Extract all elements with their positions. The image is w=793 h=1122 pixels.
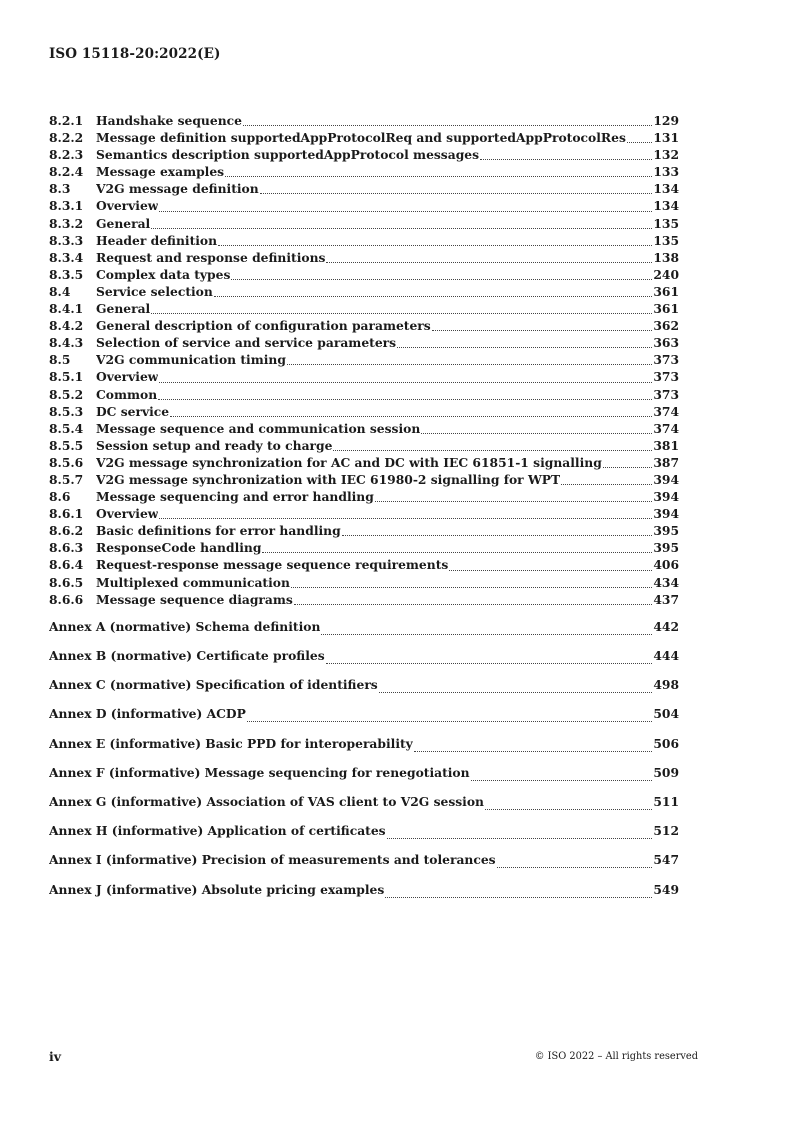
dot-leader [260, 192, 653, 194]
toc-entry[interactable] [49, 438, 679, 455]
toc-entry-number: 8.4.3 [49, 335, 84, 351]
toc-entry-page: 381 [653, 437, 679, 453]
toc-entry-page: 133 [653, 164, 679, 180]
toc-entry-title: Basic definitions for error handling [96, 523, 341, 539]
toc-entry-title: Selection of service and service parameters [96, 335, 397, 351]
dot-leader [247, 720, 652, 722]
toc-entry[interactable] [49, 318, 679, 335]
dot-leader [326, 662, 653, 664]
toc-entry-number: 8.4.1 [49, 301, 84, 317]
toc-entry-title: Overview [96, 198, 159, 214]
toc-entry[interactable] [49, 404, 679, 421]
toc-entry-page: 547 [653, 852, 679, 868]
toc-entry-number: 8.3 [49, 181, 71, 197]
toc-entry-title: Annex C (normative) Specification of identifiers [49, 677, 378, 693]
toc-entry-number: 8.4.2 [49, 318, 84, 334]
dot-leader [432, 329, 653, 331]
toc-entry-number: 8.6.5 [49, 574, 84, 590]
dot-leader [321, 633, 652, 635]
dot-leader [561, 483, 652, 485]
toc-entry-page: 135 [653, 232, 679, 248]
toc-entry-page: 506 [653, 735, 679, 751]
toc-entry[interactable] [49, 147, 679, 164]
toc-entry-title: ResponseCode handling [96, 540, 262, 556]
toc-entry-title: Overview [96, 369, 159, 385]
toc-entry-number: 8.6.4 [49, 557, 84, 573]
toc-entry-number: 8.6.1 [49, 506, 84, 522]
toc-annex-entry[interactable] [49, 847, 679, 872]
toc-entry[interactable] [49, 198, 679, 215]
toc-entry-title: Request-response message sequence requirements [96, 557, 449, 573]
toc-entry-title: Annex H (informative) Application of certificates [49, 823, 386, 839]
toc-entry-title: Overview [96, 506, 159, 522]
toc-entry-number: 8.4 [49, 283, 71, 299]
toc-entry-title: Common [96, 386, 158, 402]
dot-leader [480, 158, 652, 160]
dot-leader [379, 691, 653, 693]
toc-entry[interactable] [49, 472, 679, 489]
toc-entry-title: Annex I (informative) Precision of measurements and tolerances [49, 852, 496, 868]
toc-entry-page: 373 [653, 386, 679, 402]
toc-entry-number: 8.3.1 [49, 198, 84, 214]
dot-leader [387, 837, 653, 839]
toc-entry-page: 134 [653, 181, 679, 197]
toc-entry[interactable] [49, 284, 679, 301]
dot-leader [225, 175, 652, 177]
toc-entry-title: Message sequencing and error handling [96, 489, 374, 505]
toc-entry-page: 131 [653, 130, 679, 146]
toc-entry-title: Message sequence and communication session [96, 420, 421, 436]
dot-leader [449, 569, 652, 571]
dot-leader [159, 210, 652, 212]
toc-entry-title: Complex data types [96, 266, 231, 282]
toc-entry-page: 437 [653, 591, 679, 607]
toc-entry-title: General [96, 215, 151, 231]
toc-entry-number: 8.3.4 [49, 249, 84, 265]
toc-annex-entry[interactable] [49, 760, 679, 785]
toc-entry-title: V2G message synchronization with IEC 61980-2 signalling for WPT [96, 471, 561, 487]
toc-entry-page: 361 [653, 283, 679, 299]
toc-entry-number: 8.3.2 [49, 215, 84, 231]
toc-entry[interactable] [49, 301, 679, 318]
dot-leader [333, 449, 652, 451]
toc-entry-title: Session setup and ready to charge [96, 437, 333, 453]
dot-leader [385, 896, 652, 898]
toc-entry[interactable] [49, 352, 679, 369]
toc-entry-number: 8.3.3 [49, 232, 84, 248]
toc-entry-title: Annex D (informative) ACDP [49, 706, 246, 722]
toc-entry-number: 8.5.1 [49, 369, 84, 385]
toc-entry[interactable] [49, 369, 679, 386]
dot-leader [375, 500, 652, 502]
dot-leader [170, 415, 652, 417]
toc-entry-title: Header definition [96, 232, 218, 248]
toc-entry[interactable] [49, 233, 679, 250]
toc-entry-page: 549 [653, 881, 679, 897]
toc-entry-title: Annex E (informative) Basic PPD for interoperability [49, 735, 413, 751]
toc-entry-page: 511 [653, 793, 679, 809]
toc-entry-page: 363 [653, 335, 679, 351]
toc-entry[interactable] [49, 455, 679, 472]
toc-entry-title: General [96, 301, 151, 317]
toc-entry-page: 434 [653, 574, 679, 590]
toc-entry-number: 8.2.4 [49, 164, 84, 180]
dot-leader [342, 534, 653, 536]
dot-leader [627, 141, 652, 143]
toc-annex-entry[interactable] [49, 789, 679, 814]
toc-annex-entry[interactable] [49, 730, 679, 755]
toc-entry-title: V2G message synchronization for AC and DC with IEC 61851-1 signalling [96, 454, 602, 470]
toc-entry-title: V2G communication timing [96, 352, 286, 368]
toc-entry-number: 8.6.3 [49, 540, 84, 556]
toc-entry-page: 361 [653, 301, 679, 317]
toc-entry-title: Semantics description supportedAppProtocol messages [96, 147, 480, 163]
toc-entry-page: 504 [653, 706, 679, 722]
toc-annex-entry[interactable] [49, 643, 679, 668]
dot-leader [397, 346, 652, 348]
toc-entry-page: 138 [653, 249, 679, 265]
toc-entry[interactable] [49, 523, 679, 540]
copyright-notice: © ISO 2022 – All rights reserved [534, 1051, 698, 1062]
toc-entry-page: 442 [653, 618, 679, 634]
toc-entry-page: 387 [653, 454, 679, 470]
toc-entry[interactable] [49, 181, 679, 198]
toc-entry-page: 395 [653, 540, 679, 556]
toc-entry[interactable] [49, 575, 679, 592]
toc-entry-title: DC service [96, 403, 170, 419]
toc-entry-number: 8.5 [49, 352, 71, 368]
dot-leader [294, 603, 653, 605]
dot-leader [291, 586, 652, 588]
toc-entry-page: 373 [653, 369, 679, 385]
dot-leader [158, 398, 652, 400]
toc-entry-page: 498 [653, 677, 679, 693]
toc-entry-page: 374 [653, 420, 679, 436]
toc-annexes [49, 614, 679, 902]
toc-entry-page: 132 [653, 147, 679, 163]
toc-entry[interactable] [49, 540, 679, 557]
dot-leader [326, 261, 652, 263]
toc-entry[interactable] [49, 130, 679, 147]
toc-annex-entry[interactable] [49, 701, 679, 726]
dot-leader [497, 866, 653, 868]
toc-annex-entry[interactable] [49, 614, 679, 639]
toc-entry-number: 8.5.7 [49, 471, 84, 487]
toc-entry-page: 512 [653, 823, 679, 839]
dot-leader [159, 381, 652, 383]
toc-entry-page: 509 [653, 764, 679, 780]
toc-entry[interactable] [49, 113, 679, 130]
toc-entry[interactable] [49, 335, 679, 352]
toc-entry-title: Multiplexed communication [96, 574, 290, 590]
toc-entry-title: Message examples [96, 164, 225, 180]
toc-entry-page: 373 [653, 352, 679, 368]
toc-entry-number: 8.5.3 [49, 403, 84, 419]
toc-entry-number: 8.6 [49, 489, 71, 505]
dot-leader [603, 466, 653, 468]
toc-entry-number: 8.5.6 [49, 454, 84, 470]
dot-leader [218, 244, 652, 246]
toc-entry-title: Annex A (normative) Schema definition [49, 618, 321, 634]
toc-entry-title: Annex G (informative) Association of VAS client to V2G session [49, 793, 484, 809]
toc-entry-number: 8.6.2 [49, 523, 84, 539]
toc-entry-number: 8.5.4 [49, 420, 84, 436]
toc-entry[interactable] [49, 489, 679, 506]
dot-leader [262, 551, 652, 553]
toc-entry[interactable] [49, 506, 679, 523]
toc-entry-title: Message definition supportedAppProtocolReq and supportedAppProtocolRes [96, 130, 626, 146]
toc-entry-page: 394 [653, 471, 679, 487]
toc-entry[interactable] [49, 387, 679, 404]
toc-entry-title: Annex B (normative) Certificate profiles [49, 648, 325, 663]
toc-entry-number: 8.5.2 [49, 386, 84, 402]
toc-annex-entry[interactable] [49, 876, 679, 901]
dot-leader [151, 312, 652, 314]
toc-entry-page: 240 [653, 266, 679, 282]
toc-entry-title: Annex F (informative) Message sequencing for renegotiation [49, 764, 470, 780]
toc-entry-title: Message sequence diagrams [96, 591, 293, 607]
toc-entry-number: 8.3.5 [49, 266, 84, 282]
toc-entry[interactable] [49, 164, 679, 181]
toc-annex-entry[interactable] [49, 672, 679, 697]
toc-entry[interactable] [49, 421, 679, 438]
dot-leader [471, 779, 653, 781]
toc-entry-title: General description of configuration parameters [96, 318, 431, 334]
toc-entry-number: 8.2.2 [49, 130, 84, 146]
toc-entry-number: 8.2.3 [49, 147, 84, 163]
toc-annex-entry[interactable] [49, 818, 679, 843]
toc-entry-number: 8.6.6 [49, 591, 84, 607]
toc-entry-page: 374 [653, 403, 679, 419]
toc-entry-page: 406 [653, 557, 679, 573]
toc-entry-page: 444 [653, 648, 679, 663]
dot-leader [485, 808, 652, 810]
page-number: iv [49, 1049, 62, 1064]
toc-entry-page: 394 [653, 506, 679, 522]
dot-leader [421, 432, 652, 434]
toc-entry-page: 135 [653, 215, 679, 231]
toc-entry-page: 362 [653, 318, 679, 334]
toc-sections [49, 113, 679, 609]
dot-leader [151, 227, 652, 229]
toc-entry-page: 129 [653, 113, 679, 128]
document-id: ISO 15118-20:2022(E) [49, 46, 221, 62]
toc-entry-number: 8.5.5 [49, 437, 84, 453]
toc-entry-title: Service selection [96, 283, 213, 299]
toc-entry-title: Handshake sequence [96, 113, 242, 128]
toc-entry-title: V2G message definition [96, 181, 259, 197]
dot-leader [287, 363, 652, 365]
dot-leader [214, 295, 653, 297]
toc-entry[interactable] [49, 267, 679, 284]
toc-entry-page: 134 [653, 198, 679, 214]
toc-entry[interactable] [49, 557, 679, 574]
toc-entry[interactable] [49, 216, 679, 233]
dot-leader [231, 278, 652, 280]
toc-entry-title: Request and response definitions [96, 249, 326, 265]
dot-leader [414, 750, 653, 752]
toc-entry-title: Annex J (informative) Absolute pricing examples [49, 881, 385, 897]
dot-leader [243, 124, 652, 126]
toc-entry[interactable] [49, 592, 679, 609]
toc-entry-number: 8.2.1 [49, 113, 84, 128]
toc-entry-page: 394 [653, 489, 679, 505]
dot-leader [159, 517, 652, 519]
toc-entry-page: 395 [653, 523, 679, 539]
table-of-contents [49, 113, 679, 902]
toc-entry[interactable] [49, 250, 679, 267]
